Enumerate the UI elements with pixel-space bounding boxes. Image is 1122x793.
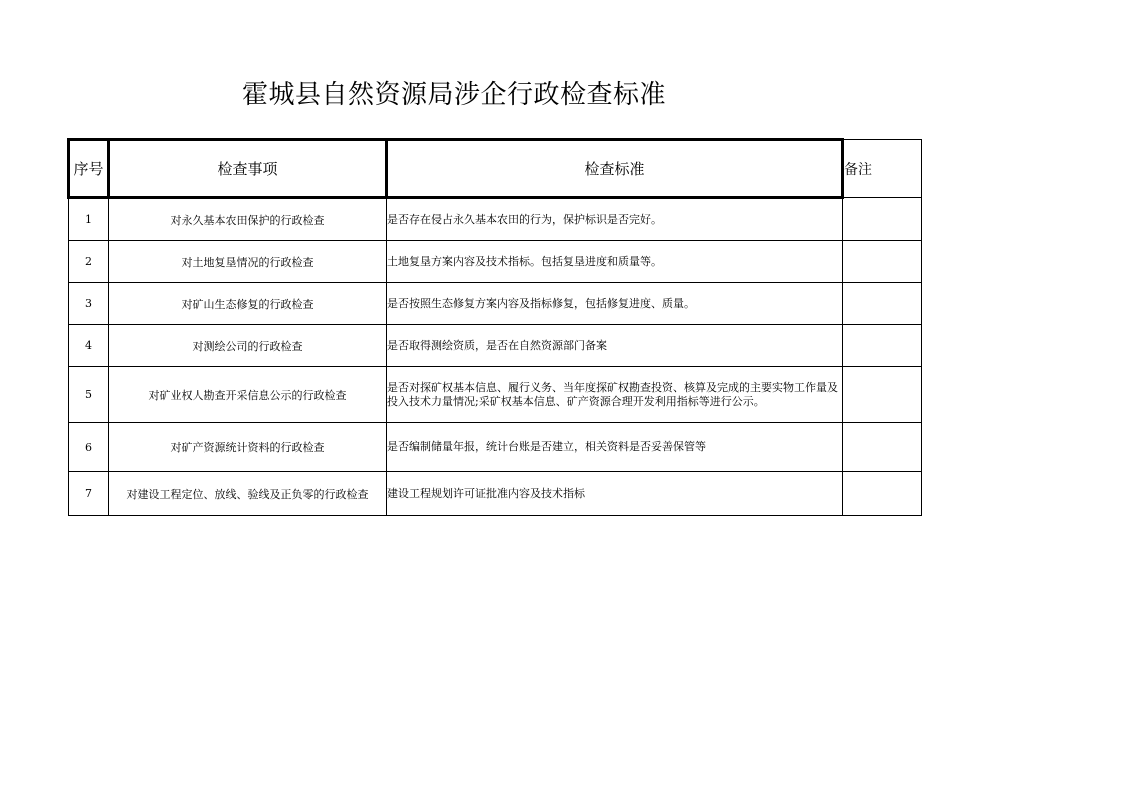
row-inspection-standard: 是否存在侵占永久基本农田的行为，保护标识是否完好。 [387,198,843,241]
row-serial-number: 7 [69,472,109,516]
row-inspection-standard: 是否按照生态修复方案内容及指标修复，包括修复进度、质量。 [387,283,843,325]
row-inspection-standard: 是否编制储量年报，统计台账是否建立，相关资料是否妥善保管等 [387,423,843,472]
row-remarks [843,241,922,283]
row-inspection-item: 对永久基本农田保护的行政检查 [109,198,387,241]
table-row [69,367,922,423]
table-row [69,198,922,241]
header-serial-number: 序号 [69,140,109,198]
row-inspection-item: 对矿山生态修复的行政检查 [109,283,387,325]
row-serial-number: 4 [69,325,109,367]
row-serial-number: 3 [69,283,109,325]
row-inspection-standard: 是否对探矿权基本信息、履行义务、当年度探矿权勘查投资、核算及完成的主要实物工作量及投入技术力量情况;采矿权基本信息、矿产资源合理开发利用指标等进行公示。 [387,367,843,423]
row-inspection-item: 对测绘公司的行政检查 [109,325,387,367]
table-row [69,283,922,325]
table-row [69,423,922,472]
row-serial-number: 1 [69,198,109,241]
row-remarks [843,325,922,367]
row-inspection-item: 对矿产资源统计资料的行政检查 [109,423,387,472]
document-title: 霍城县自然资源局涉企行政检查标准 [242,80,667,110]
row-remarks [843,472,922,516]
row-inspection-standard: 是否取得测绘资质，是否在自然资源部门备案 [387,325,843,367]
row-inspection-item: 对矿业权人勘查开采信息公示的行政检查 [109,367,387,423]
row-serial-number: 6 [69,423,109,472]
row-inspection-standard: 土地复垦方案内容及技术指标。包括复垦进度和质量等。 [387,241,843,283]
table-row [69,325,922,367]
row-serial-number: 5 [69,367,109,423]
row-inspection-item: 对土地复垦情况的行政检查 [109,241,387,283]
row-remarks [843,283,922,325]
table-row [69,472,922,516]
header-remarks: 备注 [843,140,922,198]
row-remarks [843,198,922,241]
row-remarks [843,423,922,472]
header-inspection-standard: 检查标准 [387,140,843,198]
row-inspection-standard: 建设工程规划许可证批准内容及技术指标 [387,472,843,516]
header-inspection-item: 检查事项 [109,140,387,198]
table-header-row [69,140,922,198]
row-serial-number: 2 [69,241,109,283]
table-row [69,241,922,283]
row-remarks [843,367,922,423]
row-inspection-item: 对建设工程定位、放线、验线及正负零的行政检查 [109,472,387,516]
inspection-standards-table [67,138,922,516]
